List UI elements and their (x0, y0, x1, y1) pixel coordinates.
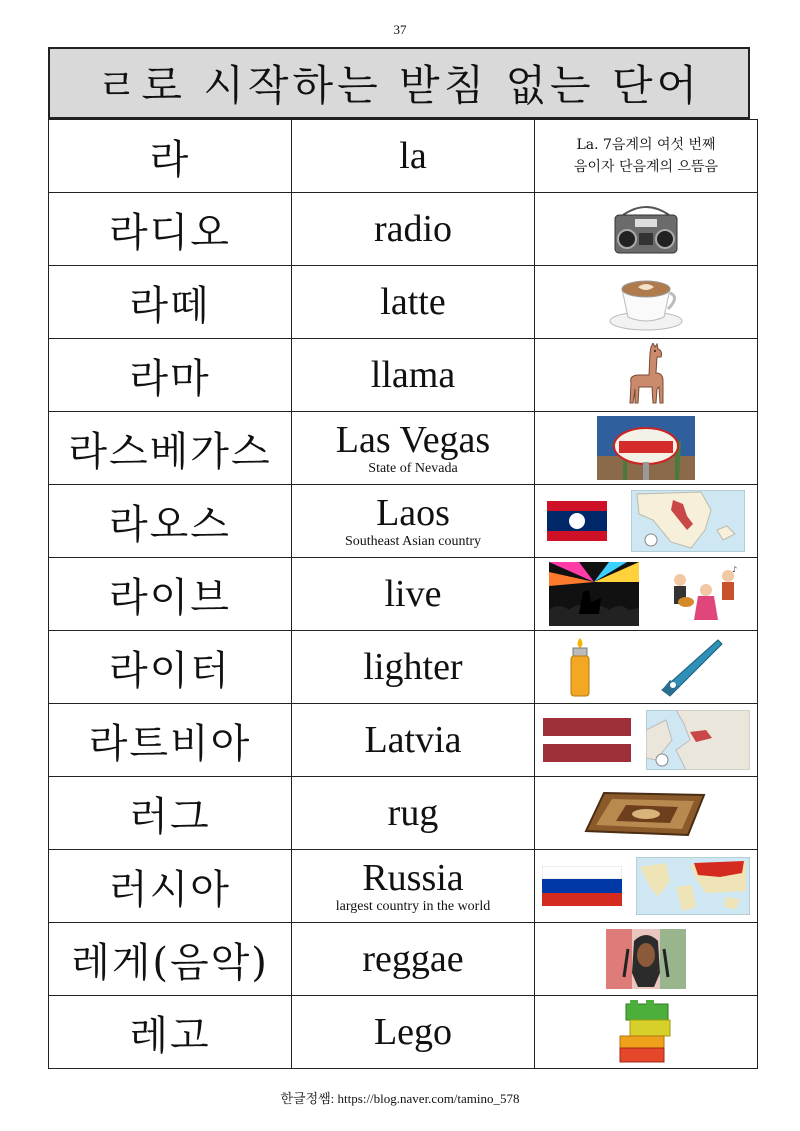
lego-bricks-icon (616, 1000, 676, 1064)
korean-word: 러시아 (49, 850, 292, 923)
footer-credit: 한글정쌤: https://blog.naver.com/tamino_578 (280, 1091, 520, 1106)
english-word (292, 923, 535, 996)
english-word (292, 412, 535, 485)
korean-word: 라디오 (49, 193, 292, 266)
laos-map-icon (631, 490, 745, 552)
band-icon (666, 562, 744, 626)
lighter-icon (567, 636, 593, 698)
picture-cell (535, 777, 758, 850)
table-row (49, 266, 758, 339)
definition-line-2: 음이자 단음계의 으뜸음 (573, 159, 719, 175)
english-word-text: live (384, 573, 442, 615)
picture-cell (535, 558, 758, 631)
korean-word: 라스베가스 (49, 412, 292, 485)
page-number: 37 (393, 22, 407, 37)
english-word-text: latte (380, 281, 446, 323)
word-table (48, 119, 758, 1069)
latvia-flag-icon (543, 718, 631, 762)
english-word-text: la (399, 135, 427, 177)
long-lighter-icon (656, 636, 726, 698)
english-word (292, 704, 535, 777)
table-row (49, 923, 758, 996)
table-row (49, 777, 758, 850)
latvia-map-icon (646, 710, 750, 770)
reggae-painting-icon (606, 929, 686, 989)
english-word (292, 996, 535, 1069)
svg-text:♪: ♪ (731, 565, 737, 574)
english-word-text: Lego (373, 1011, 453, 1053)
las-vegas-sign-icon (597, 416, 695, 480)
picture-cell (535, 193, 758, 266)
english-word-text: rug (387, 792, 439, 834)
korean-word: 라이브 (49, 558, 292, 631)
table-row (49, 339, 758, 412)
concert-icon (549, 562, 639, 626)
table-row (49, 120, 758, 193)
table-row (49, 996, 758, 1069)
english-subtitle: Southeast Asian country (344, 533, 482, 549)
korean-word: 러그 (49, 777, 292, 850)
korean-word: 라 (49, 120, 292, 193)
definition-cell (535, 120, 758, 193)
table-row (49, 704, 758, 777)
english-word (292, 850, 535, 923)
korean-word: 라떼 (49, 266, 292, 339)
english-word (292, 558, 535, 631)
english-word (292, 485, 535, 558)
table-row (49, 631, 758, 704)
latte-cup-icon (606, 271, 686, 333)
korean-word: 라오스 (49, 485, 292, 558)
table-row (49, 412, 758, 485)
english-word (292, 120, 535, 193)
english-word (292, 339, 535, 412)
picture-cell (535, 704, 758, 777)
english-word-text: reggae (362, 938, 464, 980)
picture-cell (535, 485, 758, 558)
table-row (49, 850, 758, 923)
rug-icon (584, 785, 708, 841)
english-subtitle: State of Nevada (368, 460, 458, 476)
picture-cell (535, 850, 758, 923)
korean-word: 레고 (49, 996, 292, 1069)
russia-flag-icon (542, 866, 622, 906)
russia-map-icon (636, 857, 750, 915)
english-word-text: Russia (362, 856, 464, 899)
picture-cell (535, 339, 758, 412)
english-word (292, 193, 535, 266)
korean-word: 라트비아 (49, 704, 292, 777)
english-subtitle: largest country in the world (335, 898, 491, 914)
table-row (49, 558, 758, 631)
english-word-text: llama (370, 354, 456, 396)
boombox-radio-icon (611, 201, 681, 257)
definition-line-1: La. 7음계의 여섯 번째 (576, 137, 716, 153)
picture-cell (535, 996, 758, 1069)
english-word (292, 631, 535, 704)
llama-icon (623, 343, 669, 407)
english-word-text: Laos (376, 491, 450, 534)
english-word-text: Las Vegas (335, 418, 491, 461)
page-title: ㄹ로 시작하는 받침 없는 단어 (48, 47, 750, 119)
picture-cell (535, 923, 758, 996)
korean-word: 라마 (49, 339, 292, 412)
english-word (292, 777, 535, 850)
english-word-text: Latvia (364, 719, 462, 761)
english-word-text: lighter (363, 646, 463, 688)
picture-cell (535, 412, 758, 485)
picture-cell (535, 631, 758, 704)
korean-word: 레게(음악) (49, 923, 292, 996)
english-word (292, 266, 535, 339)
english-word-text: radio (373, 208, 453, 250)
picture-cell (535, 266, 758, 339)
laos-flag-icon (547, 501, 607, 541)
table-row (49, 193, 758, 266)
table-row (49, 485, 758, 558)
korean-word: 라이터 (49, 631, 292, 704)
